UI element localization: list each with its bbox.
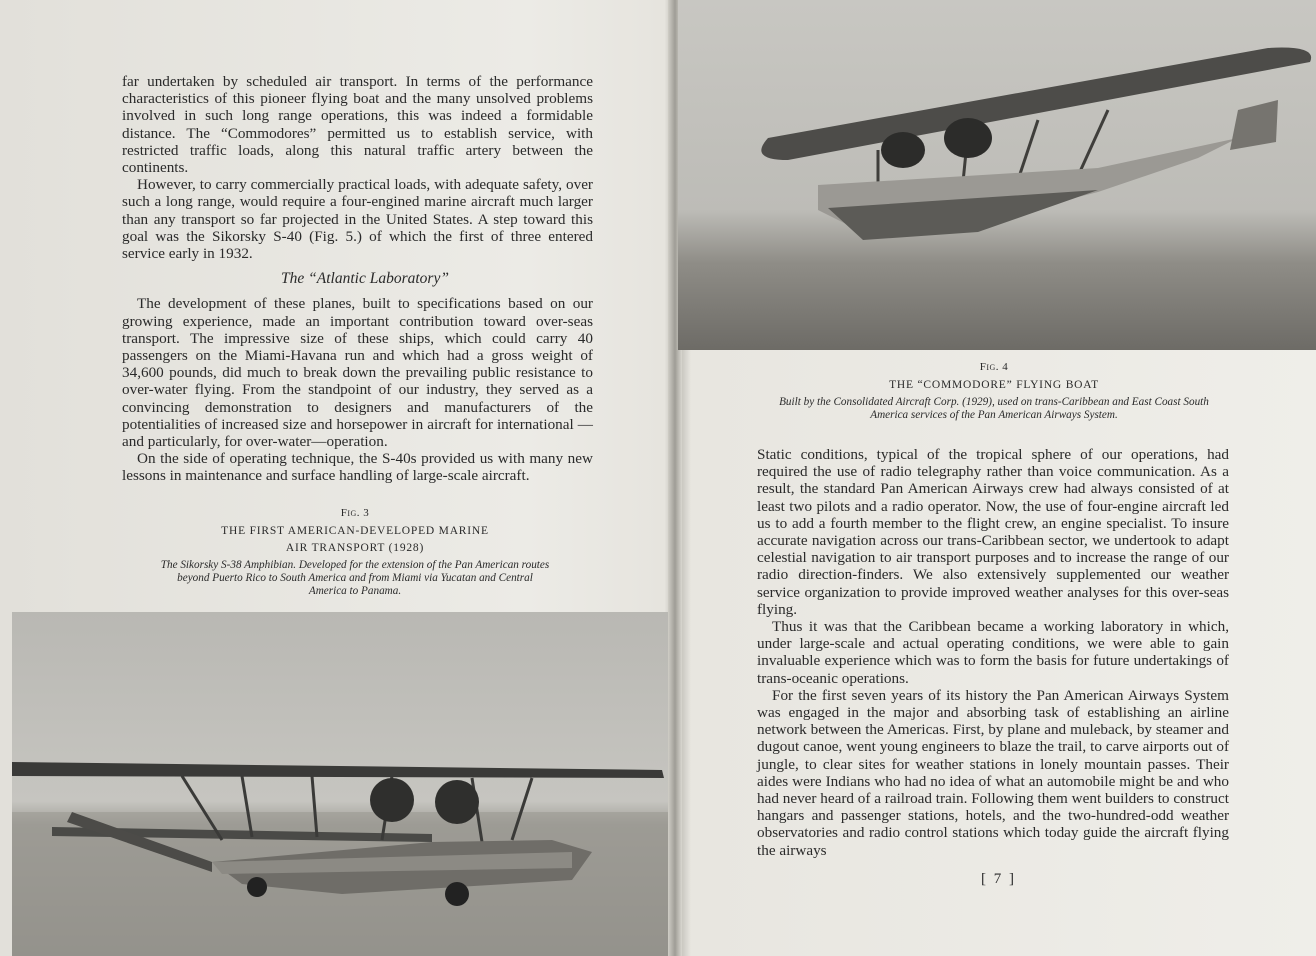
figure-title-line1: THE FIRST AMERICAN-DEVELOPED MARINE [221,525,489,537]
left-text-block [122,73,593,485]
figure-number: Fig. 4 [979,361,1009,373]
section-heading: The “Atlantic Laboratory” [281,270,449,288]
commodore-flying-boat-photo [678,0,1316,350]
figure-description: Built by the Consolidated Aircraft Corp. (1929), used on trans-Caribbean and East Coast South America services of the Pan American Airways System. [779,396,1209,421]
sikorsky-s38-photo [12,612,674,956]
figure-4-caption [774,361,1214,422]
paragraph: For the first seven years of its history the Pan American Airways System was engaged in the major and absorbing task of establishing an airline network between the Americas. First, by plane and muleback, by steamer and dugout canoe, went young engineers to blaze the trail, to carve airports out of jungle, to clear sites for weather stations in lonely mountain passes. Their aides were Indians who had no idea of what an automobile might be and who had never heard of a railroad train. Following them went builders to construct hangars and passenger stations, hotels, and the two-hundred-odd weather observatories and radio control stations which today guide the aircraft flying the airways [757,686,1229,859]
paragraph: The development of these planes, built to specifications based on our growing experience, made an important contribution toward over-seas transport. The impressive size of these ships, which could carry 40 passengers on the Miami-Havana run and which had a gross weight of 34,600 pounds, did much to break down the prevailing public resistance to over-water flying. From the standpoint of our industry, they served as a convincing demonstration to designers and manufacturers of the potentialities of increased size and horsepower in aircraft for international —and particularly, for over-water—operation. [122,295,593,451]
page-number: [ 7 ] [981,871,1016,887]
paragraph: However, to carry commercially practical loads, with adequate safety, over such a long range, would require a four-engined marine aircraft much larger than any transport so far projected in the United States. A step toward this goal was the Sikorsky S-40 (Fig. 5.) of which the first of three entered service early in 1932. [122,176,593,263]
figure-title: THE “COMMODORE” FLYING BOAT [889,379,1099,391]
paragraph: Static conditions, typical of the tropical sphere of our operations, had required the use of radio telegraphy rather than voice communication. As a result, the standard Pan American Airways crew had always consisted of at least two pilots and a radio operator. Now, the use of four-engine aircraft led us to add a fourth member to the flight crew, an engine specialist. To insure accurate navigation across our trans-Caribbean sector, we undertook to adapt celestial navigation to air transport purposes and to increase the range of our radio direction-finders. We also extensively supplemented our weather service organization to provide improved weather analyses for this over-seas flying. [757,446,1229,618]
figure-number: Fig. 3 [340,507,370,519]
figure-description: The Sikorsky S-38 Amphibian. Developed for the extension of the Pan American routes beyond Puerto Rico to South America and from Miami via Yucatan and Central America to Panama. [160,559,550,597]
paragraph: On the side of operating technique, the S-40s provided us with many new lessons in maintenance and surface handling of large-scale aircraft. [122,450,593,485]
figure-title-line2: AIR TRANSPORT (1928) [285,542,425,554]
paragraph: Thus it was that the Caribbean became a working laboratory in which, under large-scale and actual operating conditions, we were able to gain invaluable experience which was to form the basis for future undertakings of trans-oceanic operations. [757,618,1229,687]
right-page [678,0,1316,956]
right-text-block [757,446,1229,859]
paragraph: far undertaken by scheduled air transport. In terms of the performance characteristics of this pioneer flying boat and the many unsolved problems involved in such long range operations, this was indeed a formidable distance. The “Commodores” permitted us to establish service, with restricted traffic loads, along this natural traffic artery between the continents. [122,73,593,177]
figure-3-caption [160,507,550,598]
